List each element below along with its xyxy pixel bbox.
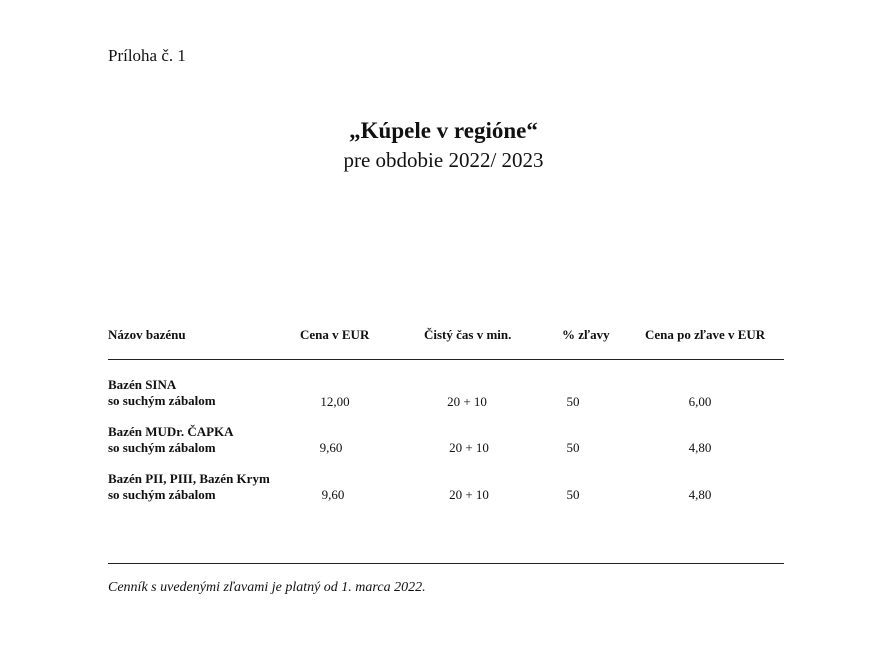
pool-name-line2: so suchým zábalom bbox=[108, 487, 216, 502]
header-pool-name: Názov bazénu bbox=[108, 327, 186, 342]
annex-label: Príloha č. 1 bbox=[108, 46, 186, 65]
pool-name-line1: Bazén SINA bbox=[108, 377, 177, 392]
header-discount: % zľavy bbox=[562, 327, 610, 342]
document-subtitle: pre obdobie 2022/ 2023 bbox=[343, 148, 544, 172]
discount-cell: 50 bbox=[566, 440, 580, 455]
price-cell: 9,60 bbox=[319, 440, 343, 455]
table-top-rule bbox=[108, 359, 784, 360]
header-time: Čistý čas v min. bbox=[424, 327, 512, 342]
table-bottom-rule bbox=[108, 563, 784, 564]
discount-cell: 50 bbox=[566, 487, 580, 502]
header-price: Cena v EUR bbox=[300, 327, 370, 342]
pool-name-line2: so suchým zábalom bbox=[108, 393, 216, 408]
time-cell: 20 + 10 bbox=[447, 394, 487, 409]
pool-name-line2: so suchým zábalom bbox=[108, 440, 216, 455]
pool-name bbox=[108, 471, 270, 503]
pool-name-line1: Bazén MUDr. ČAPKA bbox=[108, 424, 234, 439]
discounted-price-cell: 4,80 bbox=[688, 440, 712, 455]
document-title: „Kúpele v regióne“ bbox=[349, 118, 538, 143]
price-cell: 12,00 bbox=[320, 394, 350, 409]
pool-name bbox=[108, 424, 234, 456]
validity-footnote: Cenník s uvedenými zľavami je platný od 1. marca 2022. bbox=[108, 580, 426, 595]
pool-name-line1: Bazén PII, PIII, Bazén Krym bbox=[108, 471, 270, 486]
price-cell: 9,60 bbox=[321, 487, 345, 502]
discounted-price-cell: 6,00 bbox=[688, 394, 712, 409]
discount-cell: 50 bbox=[566, 394, 580, 409]
pool-name bbox=[108, 377, 216, 409]
discounted-price-cell: 4,80 bbox=[688, 487, 712, 502]
time-cell: 20 + 10 bbox=[449, 440, 489, 455]
time-cell: 20 + 10 bbox=[449, 487, 489, 502]
header-discounted-price: Cena po zľave v EUR bbox=[645, 327, 766, 342]
